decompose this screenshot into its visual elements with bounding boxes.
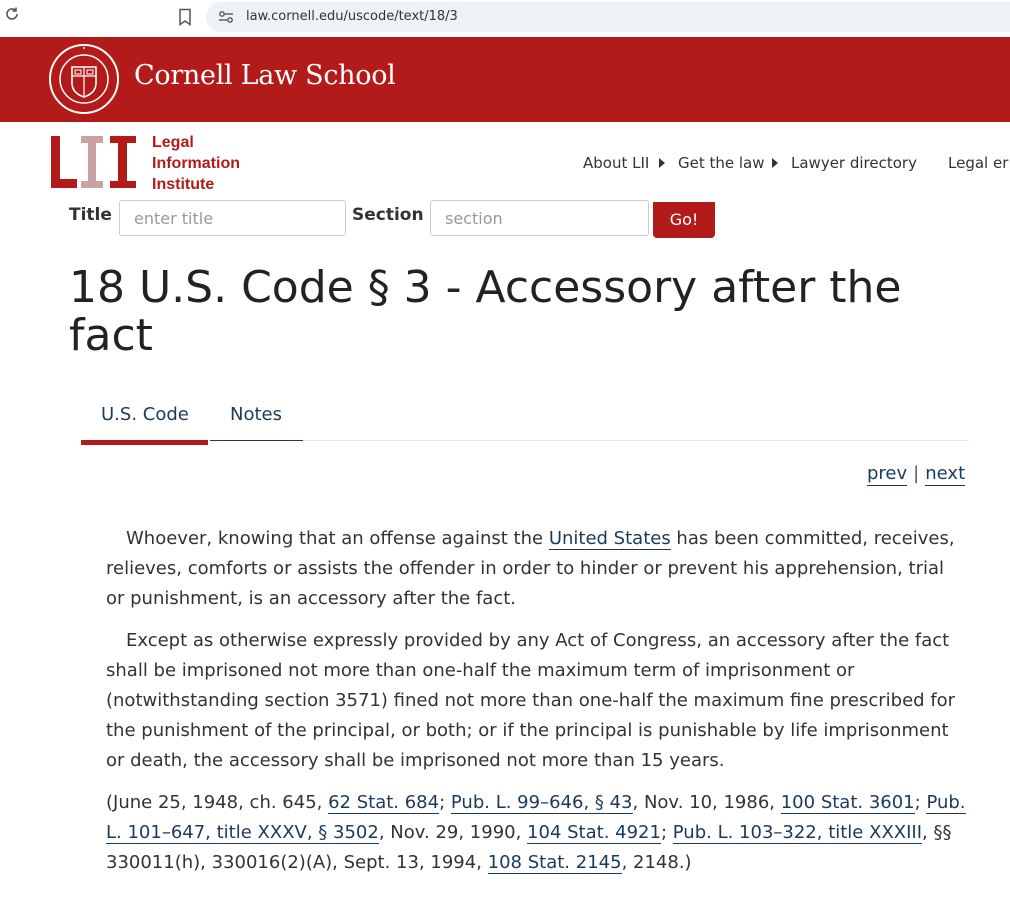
active-tab-indicator (81, 440, 208, 445)
stat-104-4921-link[interactable]: 104 Stat. 4921 (527, 822, 661, 843)
pub-l-99-646-link[interactable]: Pub. L. 99–646, § 43 (450, 792, 633, 813)
caret-right-icon (659, 158, 665, 168)
tab-notes[interactable]: Notes (230, 404, 282, 425)
title-label: Title (69, 205, 112, 225)
prev-link[interactable]: prev (867, 463, 908, 484)
nav-about-lii[interactable]: About LII (583, 154, 650, 172)
paragraph-2: Except as otherwise expressly provided by any Act of Congress, an accessory after the fact shall be imprisoned not more than one-half the maximum term of imprisonment or (notwithstanding section 3571) fined not more than one-half the maximum fine prescribed for the punishment of the principal, or both; or if the principal is punishable by life imprisonment or death, the accessory shall be imprisoned not more than 15 years. (106, 630, 956, 771)
pager-separator: | (913, 463, 920, 484)
title-input[interactable] (119, 200, 346, 236)
nav-lawyer-directory[interactable]: Lawyer directory (791, 154, 917, 172)
site-info-icon[interactable] (218, 10, 234, 24)
statute-text (106, 524, 966, 890)
caret-right-icon (772, 158, 778, 168)
nav-legal-encyclopedia[interactable]: Legal er (948, 154, 1009, 172)
url-field[interactable] (206, 2, 1010, 32)
tab-divider (303, 440, 969, 441)
go-button[interactable]: Go! (653, 202, 715, 238)
section-label: Section (352, 205, 424, 225)
cornell-seal-logo[interactable] (48, 43, 120, 115)
pub-l-101-647-link[interactable]: Pub. L. 101–647, title XXXV, § 3502 (106, 792, 966, 843)
nav-get-the-law[interactable]: Get the law (678, 154, 765, 172)
pub-l-103-322-link[interactable]: Pub. L. 103–322, title XXXIII (672, 822, 923, 843)
paragraph-1: Whoever, knowing that an offense against the United States has been committed, receives, relieves, comforts or assists the offender in order to hinder or prevent his apprehension, trial or punishment, is an accessory after the fact. (106, 528, 955, 609)
page-title: 18 U.S. Code § 3 - Accessory after the fact (69, 262, 902, 361)
next-link[interactable]: next (925, 463, 966, 484)
source-credits: (June 25, 1948, ch. 645, 62 Stat. 684; Pub. L. 99–646, § 43, Nov. 10, 1986, 100 Stat. 3601; Pub. L. 101–647, title XXXV, § 3502, Nov. 29, 1990, 104 Stat. 4921; Pub. L. 103–322, title XXXIII, §§ 330011(h), 330016(2)(A), Sept. 13, 1994, 108 Stat. 2145, 2148.) (106, 792, 966, 873)
lii-word-institute: Institute (152, 176, 215, 193)
tab-underline (210, 440, 303, 441)
lii-wordmark[interactable] (152, 132, 240, 195)
lii-logo[interactable] (50, 134, 140, 190)
url-text: law.cornell.edu/uscode/text/18/3 (246, 9, 458, 24)
stat-100-3601-link[interactable]: 100 Stat. 3601 (780, 792, 915, 813)
section-input[interactable] (430, 200, 649, 236)
tab-us-code[interactable]: U.S. Code (101, 404, 189, 425)
cornell-header (0, 37, 1010, 122)
lii-word-legal: Legal (152, 134, 194, 151)
browser-address-bar (0, 0, 1010, 36)
pager (867, 463, 965, 484)
united-states-link[interactable]: United States (548, 528, 671, 549)
stat-108-2145-link[interactable]: 108 Stat. 2145 (487, 852, 622, 873)
bookmark-icon[interactable] (178, 8, 192, 26)
reload-icon[interactable] (4, 6, 20, 22)
lii-word-information: Information (152, 155, 240, 172)
cornell-law-school-title[interactable]: Cornell Law School (134, 60, 396, 91)
stat-62-684-link[interactable]: 62 Stat. 684 (328, 792, 440, 813)
